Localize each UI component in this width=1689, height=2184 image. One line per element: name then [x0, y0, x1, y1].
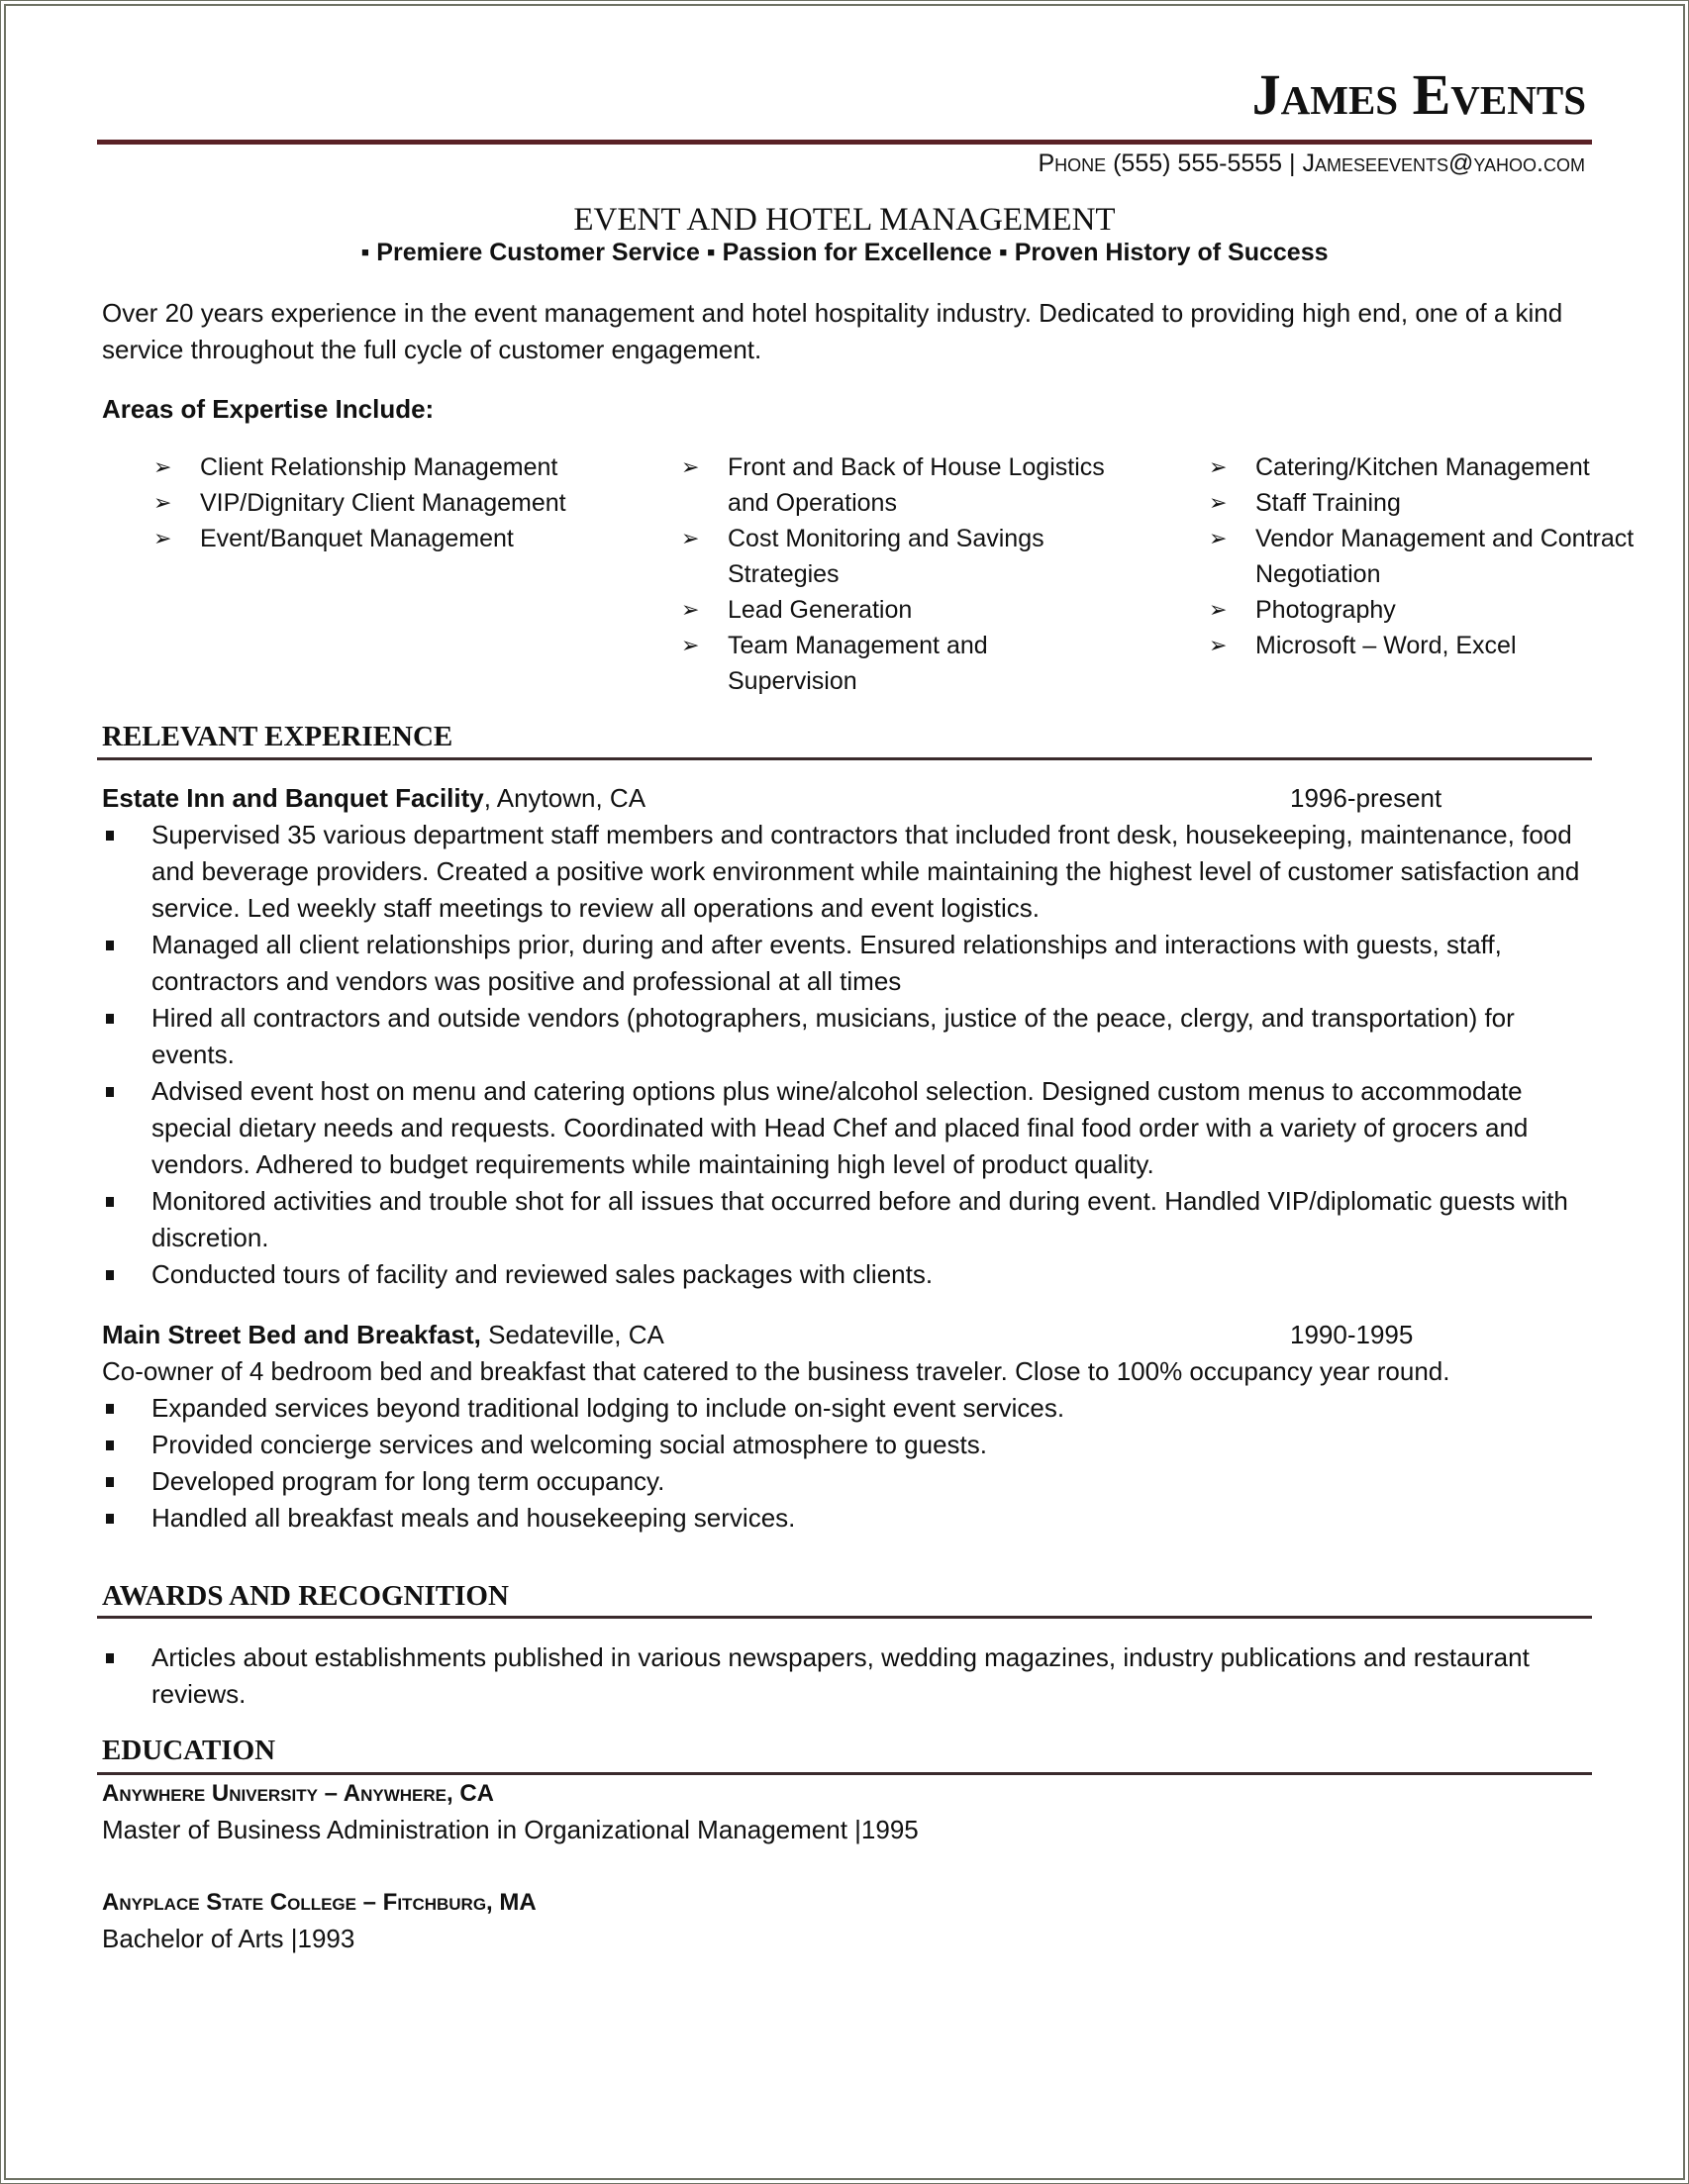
expertise-item: [1209, 592, 1644, 628]
list-item: [102, 1073, 1597, 1183]
section-rule-awards: [97, 1616, 1592, 1619]
expertise-item: [681, 449, 1117, 521]
arrow-bullet-icon: ➢: [1209, 633, 1228, 657]
arrow-bullet-icon: ➢: [681, 633, 700, 657]
square-bullet-icon: [106, 1014, 114, 1024]
arrow-bullet-icon: ➢: [1209, 454, 1228, 479]
expertise-column-1: [153, 449, 589, 556]
list-item: [102, 927, 1597, 1000]
expertise-item-label: Microsoft – Word, Excel: [1255, 632, 1517, 659]
list-item: [102, 1463, 1597, 1500]
section-rule-experience: [97, 757, 1592, 760]
expertise-item-label: Front and Back of House Logistics and Operations: [728, 453, 1105, 517]
expertise-item: [681, 521, 1117, 592]
arrow-bullet-icon: ➢: [153, 526, 172, 550]
section-heading-experience: RELEVANT EXPERIENCE: [102, 721, 453, 752]
section-rule-education: [97, 1772, 1592, 1775]
expertise-item-label: VIP/Dignitary Client Management: [200, 489, 566, 517]
education-degree: Bachelor of Arts |1993: [102, 1924, 355, 1953]
headline-tagline: ▪ Premiere Customer Service ▪ Passion for Excellence ▪ Proven History of Success: [360, 239, 1329, 266]
list-item: [102, 1427, 1597, 1463]
job-dates: 1990-1995: [1290, 1320, 1414, 1349]
employer-name: Main Street Bed and Breakfast,: [102, 1320, 481, 1349]
square-bullet-icon: [106, 831, 114, 841]
square-bullet-icon: [106, 1270, 114, 1280]
education-school: Anywhere University – Anywhere, CA: [102, 1780, 494, 1807]
list-item-text: Developed program for long term occupancy.: [151, 1466, 665, 1496]
list-item: [102, 1256, 1597, 1293]
arrow-bullet-icon: ➢: [1209, 490, 1228, 515]
list-item: [102, 817, 1597, 927]
list-item-text: Hired all contractors and outside vendors (photographers, musicians, justice of the peace, clergy, and transportation) for events.: [151, 1003, 1515, 1069]
list-item-text: Articles about establishments published in various newspapers, wedding magazines, industry publications and restaurant reviews.: [151, 1642, 1530, 1709]
list-item-text: Managed all client relationships prior, during and after events. Ensured relationships and interactions with guests, staff, contractors and vendors was positive and professional at all times: [151, 930, 1502, 996]
arrow-bullet-icon: ➢: [153, 490, 172, 515]
expertise-column-2: [681, 449, 1117, 699]
expertise-heading: Areas of Expertise Include:: [102, 394, 435, 424]
list-item-text: Handled all breakfast meals and housekeeping services.: [151, 1503, 796, 1533]
expertise-item: [681, 592, 1117, 628]
job-bullets: [102, 817, 1597, 1293]
square-bullet-icon: [106, 1404, 114, 1414]
candidate-name: James Events: [1251, 62, 1586, 127]
list-item-text: Expanded services beyond traditional lodging to include on-sight event services.: [151, 1393, 1065, 1423]
expertise-item: [1209, 449, 1644, 485]
arrow-bullet-icon: ➢: [681, 526, 700, 550]
square-bullet-icon: [106, 1514, 114, 1524]
job-dates: 1996-present: [1290, 783, 1442, 813]
list-item-text: Advised event host on menu and catering options plus wine/alcohol selection. Designed custom menus to accommodate special dietary needs and requests. Coordinated with Head Chef and placed final food order with a variety of grocers and vendors. Adhered to budget requirements while maintaining high level of product quality.: [151, 1076, 1529, 1179]
expertise-item: [1209, 485, 1644, 521]
square-bullet-icon: [106, 1087, 114, 1097]
square-bullet-icon: [106, 1653, 114, 1663]
job-bullets: [102, 1390, 1597, 1537]
headline-title: EVENT AND HOTEL MANAGEMENT: [573, 202, 1116, 238]
header-rule: [97, 140, 1592, 145]
employer-location: , Anytown, CA: [483, 783, 646, 813]
square-bullet-icon: [106, 1197, 114, 1207]
square-bullet-icon: [106, 1477, 114, 1487]
list-item: [102, 1390, 1597, 1427]
employer-name: Estate Inn and Banquet Facility: [102, 783, 484, 813]
section-heading-education: EDUCATION: [102, 1735, 276, 1766]
expertise-item-label: Photography: [1255, 596, 1396, 624]
square-bullet-icon: [106, 1440, 114, 1450]
list-item: [102, 1500, 1597, 1537]
expertise-column-3: [1209, 449, 1644, 663]
expertise-item-label: Lead Generation: [728, 596, 913, 624]
job-header: [102, 1317, 1597, 1353]
expertise-item-label: Cost Monitoring and Savings Strategies: [728, 525, 1044, 588]
contact-info: Phone (555) 555-5555 | Jameseevents@yahoo.com: [1038, 149, 1585, 177]
list-item-text: Supervised 35 various department staff members and contractors that included front desk, housekeeping, maintenance, food and beverage providers. Created a positive work environment while maintaining the highest level of customer satisfaction and service. Led weekly staff meetings to review all operations and event logistics.: [151, 820, 1580, 923]
square-bullet-icon: [106, 941, 114, 950]
employer-location: Sedateville, CA: [480, 1320, 664, 1349]
arrow-bullet-icon: ➢: [681, 597, 700, 622]
summary-paragraph: Over 20 years experience in the event management and hotel hospitality industry. Dedicated to providing high end, one of a kind service throughout the full cycle of customer engagement.: [102, 298, 1563, 364]
expertise-item: [153, 449, 589, 485]
arrow-bullet-icon: ➢: [681, 454, 700, 479]
job-description: Co-owner of 4 bedroom bed and breakfast that catered to the business traveler. Close to 100% occupancy year round.: [102, 1356, 1450, 1386]
expertise-item-label: Event/Banquet Management: [200, 525, 514, 552]
expertise-item-label: Vendor Management and Contract Negotiation: [1255, 525, 1635, 588]
list-item-text: Conducted tours of facility and reviewed sales packages with clients.: [151, 1259, 934, 1289]
job-header: [102, 780, 1597, 817]
education-school: Anyplace State College – Fitchburg, MA: [102, 1889, 537, 1916]
list-item: [102, 1183, 1597, 1256]
expertise-item: [1209, 628, 1644, 663]
arrow-bullet-icon: ➢: [1209, 526, 1228, 550]
expertise-item: [153, 485, 589, 521]
arrow-bullet-icon: ➢: [153, 454, 172, 479]
list-item-text: Monitored activities and trouble shot for all issues that occurred before and during event. Handled VIP/diplomatic guests with discretion.: [151, 1186, 1568, 1252]
expertise-item: [1209, 521, 1644, 592]
list-item: [102, 1000, 1597, 1073]
expertise-item: [681, 628, 1117, 699]
awards-bullets: [102, 1639, 1597, 1713]
list-item: [102, 1639, 1597, 1713]
expertise-item-label: Staff Training: [1255, 489, 1401, 517]
arrow-bullet-icon: ➢: [1209, 597, 1228, 622]
education-degree: Master of Business Administration in Organizational Management |1995: [102, 1815, 919, 1844]
expertise-item: [153, 521, 589, 556]
section-heading-awards: AWARDS AND RECOGNITION: [102, 1580, 509, 1612]
list-item-text: Provided concierge services and welcoming social atmosphere to guests.: [151, 1430, 987, 1459]
expertise-item-label: Catering/Kitchen Management: [1255, 453, 1590, 481]
expertise-item-label: Client Relationship Management: [200, 453, 558, 481]
expertise-item-label: Team Management and Supervision: [728, 632, 988, 695]
